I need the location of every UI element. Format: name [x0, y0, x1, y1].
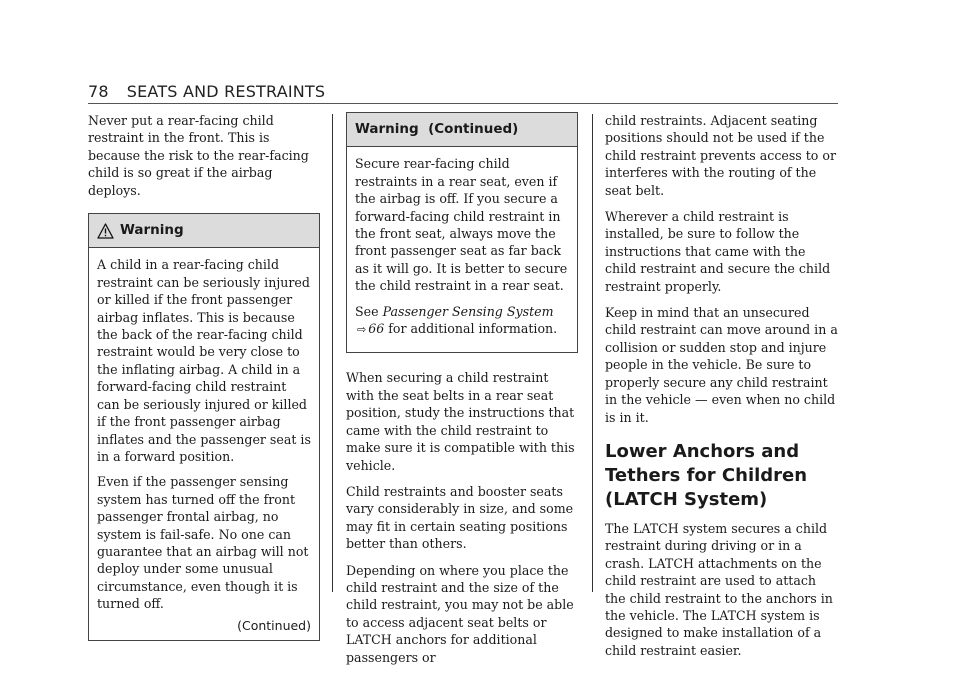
page-header: [88, 82, 325, 101]
column-right: [605, 112, 839, 668]
warning-box-continued: [346, 112, 578, 353]
body-paragraph: Keep in mind that an unsecured child restraint can move around in a collision or sudden stop and injure people in the vehicle. Be sure to properly secure any child restraint in the vehicle — even when no child is in it.: [605, 305, 838, 425]
warning-header: [347, 113, 577, 147]
body-paragraph: The LATCH system secures a child restraint during driving or in a crash. LATCH attachments on the child restraint are used to attach the child restraint to the anchors in the vehicle. The LATCH system is designed to make installation of a child restraint easier.: [605, 520, 833, 658]
warning-title: Warning (Continued): [355, 121, 519, 137]
warning-header: [89, 214, 319, 248]
page-reference-arrow-icon: ⇨: [357, 323, 367, 337]
body-paragraph: Depending on where you place the child restraint and the size of the child restraint, you may not be able to access adjacent seat belts or LATCH anchors for additional passengers or: [346, 562, 574, 665]
warning-body: [89, 248, 319, 640]
see-link[interactable]: Passenger Sensing System: [382, 303, 554, 319]
warning-title: Warning: [120, 222, 184, 239]
section-name: SEATS AND RESTRAINTS: [126, 82, 326, 101]
warning-paragraph: Even if the passenger sensing system has turned off the front passenger frontal airbag, no system is fail-safe. No one can guarantee that an airbag will not deploy under some unusual circumstance, even though it is turned off.: [97, 474, 309, 612]
column-divider-right: [592, 114, 593, 592]
see-prefix: See: [355, 303, 379, 319]
continued-label: (Continued): [237, 617, 311, 633]
column-middle: [346, 112, 578, 675]
column-divider-left: [332, 114, 333, 592]
warning-paragraph: Secure rear-facing child restraints in a rear seat, even if the airbag is off. If you secure a forward-facing child restraint in the front seat, always move the front passenger seat as far back as it will go. It is better to secure the child restraint in a rear seat.: [355, 156, 568, 294]
page-number: 78: [88, 82, 109, 101]
warning-paragraph: A child in a rear-facing child restraint can be seriously injured or killed if the front passenger airbag inflates. This is because the back of the rear-facing child restraint would be very close to the inflating airbag. A child in a forward-facing child restraint can be seriously injured or killed if the front passenger airbag inflates and the passenger seat is in a forward position.: [97, 257, 311, 464]
see-reference: [355, 303, 569, 339]
warning-box: [88, 213, 320, 641]
body-paragraph: Child restraints and booster seats vary considerably in size, and some may fit in certain seating positions better than others.: [346, 483, 574, 552]
intro-paragraph: Never put a rear-facing child restraint in the front. This is because the risk to the rear-facing child is so great if the airbag deploys.: [88, 113, 309, 198]
body-paragraph: When securing a child restraint with the seat belts in a rear seat position, study the instructions that came with the child restraint to make sure it is compatible with this vehicle.: [346, 370, 575, 473]
body-paragraph: child restraints. Adjacent seating positions should not be used if the child restraint prevents access to or interferes with the routing of the seat belt.: [605, 113, 836, 198]
see-suffix: for additional information.: [388, 321, 558, 337]
warning-body: [347, 147, 577, 352]
column-left: [88, 112, 320, 641]
header-rule: [88, 103, 838, 104]
section-heading: Lower Anchors and Tethers for Children (LATCH System): [605, 440, 808, 510]
warning-triangle-icon: [97, 223, 114, 239]
body-paragraph: Wherever a child restraint is installed, be sure to follow the instructions that came with the child restraint and secure the child restraint properly.: [605, 209, 831, 294]
see-page[interactable]: 66: [368, 321, 385, 337]
